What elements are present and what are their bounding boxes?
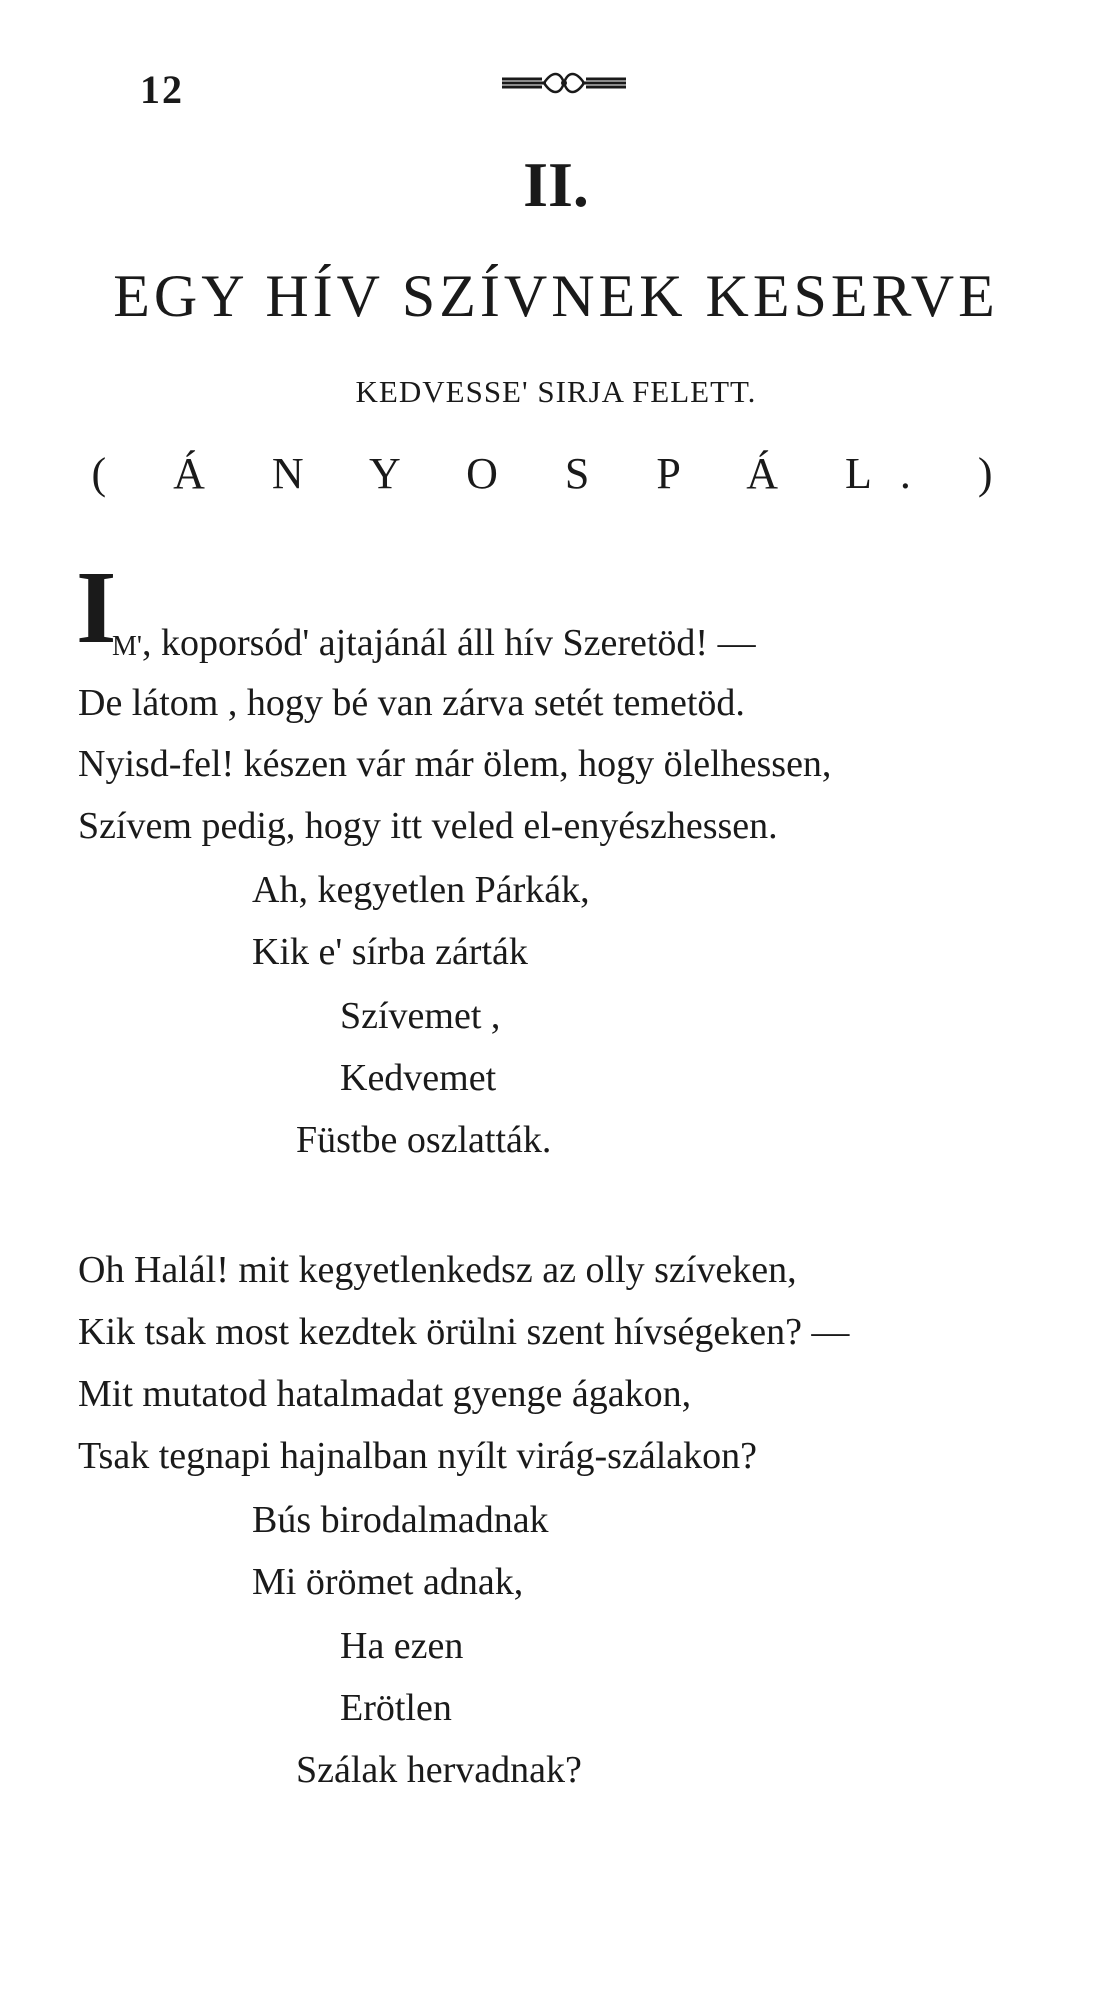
stanza1-refrain-1: Ah, kegyetlen Párkák, — [252, 869, 590, 911]
poem-title: EGY HÍV SZÍVNEK KESERVE — [113, 263, 999, 329]
stanza2-refrain-2: Mi örömet adnak, — [252, 1561, 524, 1603]
stanza1-line-1 — [112, 621, 756, 669]
first-line-text: , koporsód' ajtajánál áll hív Szeretöd! — — [141, 622, 756, 664]
drop-cap: I — [76, 550, 117, 665]
stanza1-line-3: Nyisd-fel! készen vár már ölem, hogy ölelhessen, — [78, 743, 832, 785]
stanza2-refrain-3: Ha ezen — [340, 1625, 464, 1667]
stanza1-refrain-5: Füstbe oszlatták. — [296, 1119, 552, 1161]
page-number: 12 — [140, 67, 184, 112]
stanza2-refrain-1: Bús birodalmadnak — [252, 1499, 549, 1541]
stanza2-line-4: Tsak tegnapi hajnalban nyílt virág-szálakon? — [78, 1435, 757, 1477]
poem-subtitle: KEDVESSE' SIRJA FELETT. — [355, 374, 757, 409]
stanza2-refrain-4: Erötlen — [340, 1687, 452, 1729]
section-number: II. — [523, 149, 589, 220]
stanza1-line-4: Szívem pedig, hogy itt veled el-enyészhessen. — [78, 805, 778, 847]
first-line-caps: M' — [112, 631, 142, 662]
stanza2-line-3: Mit mutatod hatalmadat gyenge ágakon, — [78, 1373, 692, 1415]
stanza1-refrain-4: Kedvemet — [340, 1057, 497, 1099]
stanza2-line-1: Oh Halál! mit kegyetlenkedsz az olly szíveken, — [78, 1249, 797, 1291]
stanza1-line-2: De látom , hogy bé van zárva setét temetöd. — [78, 682, 745, 724]
ornament-divider — [500, 68, 628, 98]
stanza1-refrain-3: Szívemet , — [340, 995, 501, 1037]
stanza1-refrain-2: Kik e' sírba zárták — [252, 931, 528, 973]
poem-author: ( Á N Y O S P Á L. ) — [91, 449, 1021, 498]
stanza2-refrain-5: Szálak hervadnak? — [296, 1749, 582, 1791]
stanza2-line-2: Kik tsak most kezdtek örülni szent hívségeken? — — [78, 1311, 850, 1353]
